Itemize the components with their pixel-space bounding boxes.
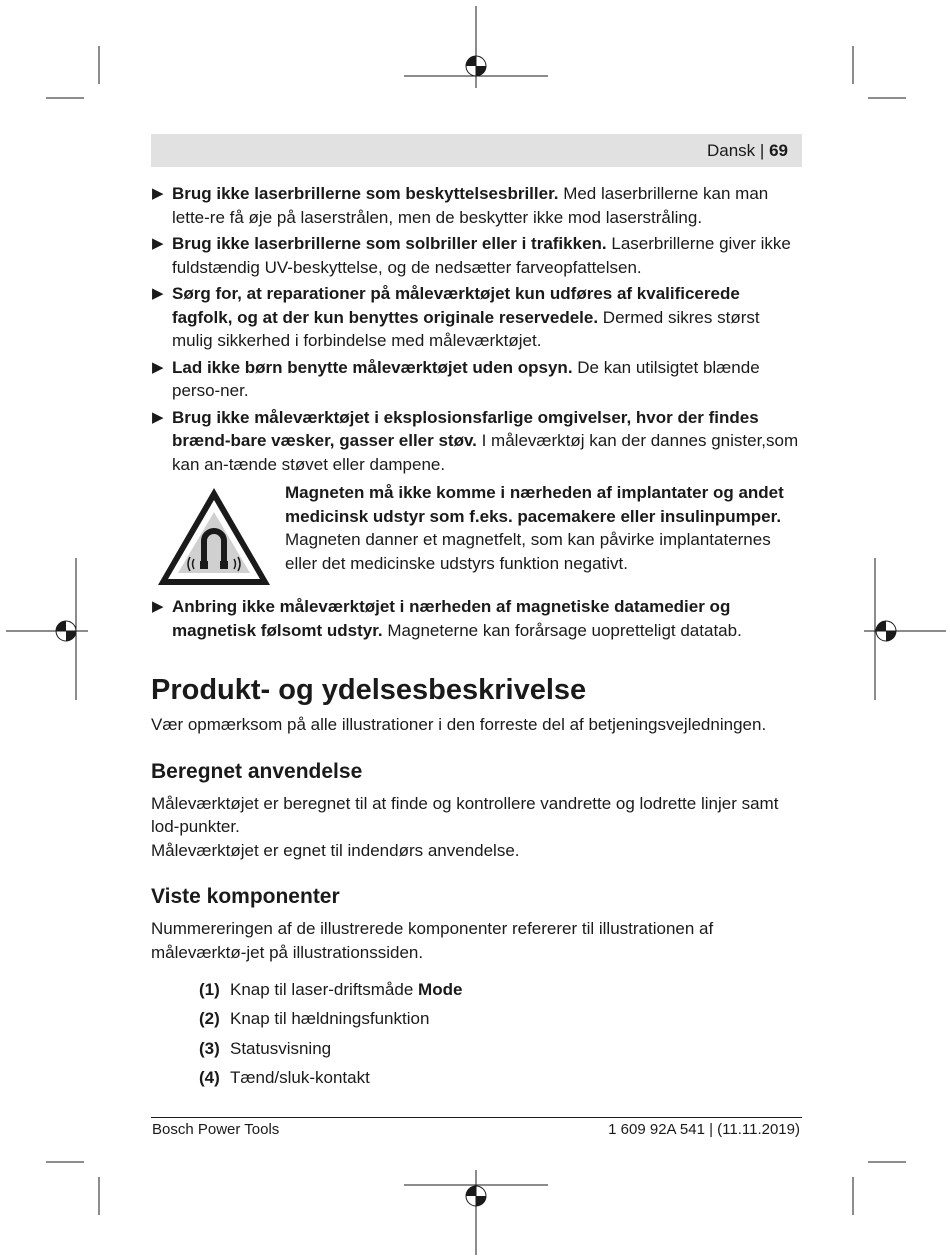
- item-label: Tænd/sluk-kontakt: [230, 1067, 370, 1087]
- item-label: Statusvisning: [230, 1038, 332, 1058]
- footer-brand: Bosch Power Tools: [152, 1121, 280, 1138]
- list-item: [151, 1007, 802, 1036]
- safety-bullet: [151, 232, 802, 279]
- magnet-warning-text: [285, 481, 802, 575]
- item-number: (2): [199, 1009, 220, 1029]
- list-item: [151, 1037, 802, 1066]
- bullet-triangle-icon: ▶: [152, 598, 164, 615]
- safety-bullet: [151, 406, 802, 477]
- bullet-triangle-icon: ▶: [152, 408, 164, 426]
- bullet-bold-text: Brug ikke måleværktøjet i eksplosionsfarlige omgivelser, hvor der findes brænd-bare væsker, gasser eller støv.: [172, 407, 759, 450]
- bullet-text: De kan utilsigtet blænde perso-ner.: [172, 357, 760, 400]
- magnet-warning-body: Magneten danner et magnetfelt, som kan påvirke implantaternes eller det medicinske udstyrs funktion negativt.: [285, 530, 771, 573]
- bullet-bold-text: Lad ikke børn benytte måleværktøjet uden opsyn.: [172, 357, 573, 377]
- footer-doc-number: 1 609 92A 541 | (11.11.2019): [608, 1121, 800, 1138]
- intended-use-para: Måleværktøjet er egnet til indendørs anvendelse.: [151, 840, 520, 860]
- safety-bullet: [151, 595, 802, 642]
- magnet-warning: [151, 481, 802, 589]
- page-number: 69: [769, 141, 788, 160]
- bullet-bold-text: Sørg for, at reparationer på måleværktøjet kun udføres af kvalificerede fagfolk, og at der kun benyttes originale reservedele.: [172, 284, 740, 327]
- bullet-text: Magneterne kan forårsage uopretteligt datatab.: [382, 620, 742, 640]
- bullet-triangle-icon: ▶: [152, 185, 164, 202]
- bullet-bold-text: Anbring ikke måleværktøjet i nærheden af magnetiske datamedier og magnetisk følsomt udstyr.: [172, 597, 731, 640]
- page-header: [151, 134, 802, 167]
- item-label: Knap til hældningsfunktion: [230, 1009, 430, 1029]
- components-intro: Nummereringen af de illustrerede komponenter refererer til illustrationen af måleværktø-jet på illustrationssiden.: [151, 919, 714, 962]
- safety-bullet: [151, 356, 802, 403]
- item-label-bold: Mode: [418, 980, 463, 999]
- item-number: (3): [199, 1038, 220, 1058]
- intended-use-heading: Beregnet anvendelse: [151, 759, 363, 783]
- bullet-text: Dermed sikres størst mulig sikkerhed i forbindelse med måleværktøjet.: [172, 307, 760, 350]
- list-item: [151, 978, 802, 1007]
- bullet-text: I måleværktøj kan der dannes gnister,som kan an-tænde støvet eller dampene.: [172, 431, 799, 474]
- components-list: [151, 978, 802, 1095]
- section-title: Produkt- og ydelsesbeskrivelse: [151, 674, 587, 706]
- header-text: [707, 141, 788, 161]
- magnet-warning-icon: [155, 485, 273, 589]
- bullet-triangle-icon: ▶: [152, 358, 164, 376]
- page-content: [151, 182, 802, 1095]
- bullet-triangle-icon: ▶: [152, 235, 164, 252]
- header-language: Dansk: [707, 141, 756, 160]
- safety-bullet: [151, 182, 802, 229]
- components-heading: Viste komponenter: [151, 885, 340, 908]
- bullet-text: Med laserbrillerne kan man lette-re få øje på laserstrålen, men de beskytter ikke mod laserstråling.: [172, 184, 769, 227]
- footer-rule: [151, 1117, 802, 1118]
- safety-bullet: [151, 282, 802, 353]
- bullet-triangle-icon: ▶: [152, 285, 164, 302]
- section-intro: Vær opmærksom på alle illustrationer i den forreste del af betjeningsvejledningen.: [151, 715, 767, 734]
- magnet-warning-bold: Magneten må ikke komme i nærheden af implantater og andet medicinsk udstyr som f.eks. pacemakere eller insulinpumper.: [285, 483, 784, 526]
- item-number: (4): [199, 1067, 220, 1087]
- item-number: (1): [199, 980, 220, 999]
- bullet-bold-text: Brug ikke laserbrillerne som solbriller eller i trafikken.: [172, 234, 607, 253]
- intended-use-para: Måleværktøjet er beregnet til at finde og kontrollere vandrette og lodrette linjer samt lod-punkter.: [151, 793, 779, 836]
- bullet-text: Laserbrillerne giver ikke fuldstændig UV-beskyttelse, og de nedsætter farveopfattelsen.: [172, 234, 791, 277]
- list-item: [151, 1066, 802, 1095]
- header-separator: |: [759, 141, 765, 160]
- item-label: Knap til laser-driftsmåde: [230, 980, 419, 999]
- bullet-bold-text: Brug ikke laserbrillerne som beskyttelsesbriller.: [172, 184, 559, 203]
